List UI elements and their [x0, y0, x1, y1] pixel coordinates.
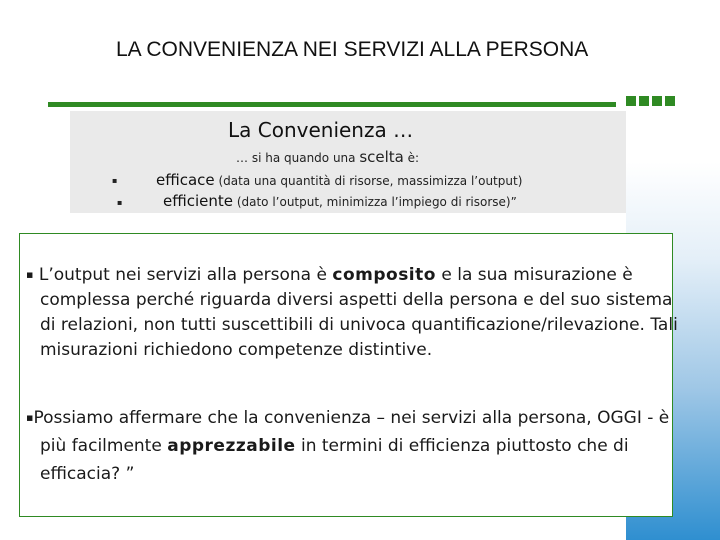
green-square — [626, 96, 636, 106]
intro-key-word: scelta — [359, 148, 404, 166]
criterion-detail: (dato l’output, minimizza l’impiego di risorse)” — [233, 195, 517, 209]
criterion-efficace — [156, 171, 522, 189]
criterion-efficiente — [163, 192, 517, 210]
paragraph-question — [26, 404, 678, 488]
definition-bullet: ▪ — [112, 176, 118, 185]
green-square — [665, 96, 675, 106]
paragraph-text: Possiamo affermare che la convenienza – nei servizi alla persona, OGGI - è più facilmente — [33, 408, 670, 456]
paragraph-bold-word: apprezzabile — [167, 436, 296, 456]
criterion-detail: (data una quantità di risorse, massimizza l’output) — [214, 174, 523, 188]
definition-bullet: ▪ — [117, 198, 123, 207]
definition-intro — [236, 148, 419, 166]
green-square — [652, 96, 662, 106]
paragraph-bold-word: composito — [332, 265, 436, 285]
paragraph-output — [26, 262, 682, 363]
green-square — [639, 96, 649, 106]
paragraph-bullet: ▪ — [26, 268, 34, 281]
criterion-term: efficiente — [163, 192, 233, 210]
intro-suffix: è: — [403, 151, 420, 165]
intro-prefix: … si ha quando una — [236, 151, 360, 165]
green-divider-line — [48, 102, 616, 107]
paragraph-text: in termini di efficienza piuttosto che di efficacia? ” — [40, 436, 629, 484]
criterion-term: efficace — [156, 171, 215, 189]
paragraph-bullet: ▪ — [26, 411, 34, 424]
paragraph-text: L’output nei servizi alla persona è — [33, 265, 333, 285]
slide-title: LA CONVENIENZA NEI SERVIZI ALLA PERSONA — [116, 38, 589, 61]
definition-heading: La Convenienza … — [228, 118, 414, 142]
paragraph-text: e la sua misurazione è complessa perché riguarda diversi aspetti della persona e del suo sistema di relazioni, non tutti suscettibili di univoca quantificazione/rilevazione. Tali misurazioni richiedono competenze distintive. — [40, 265, 678, 360]
green-squares-decoration — [626, 96, 675, 106]
